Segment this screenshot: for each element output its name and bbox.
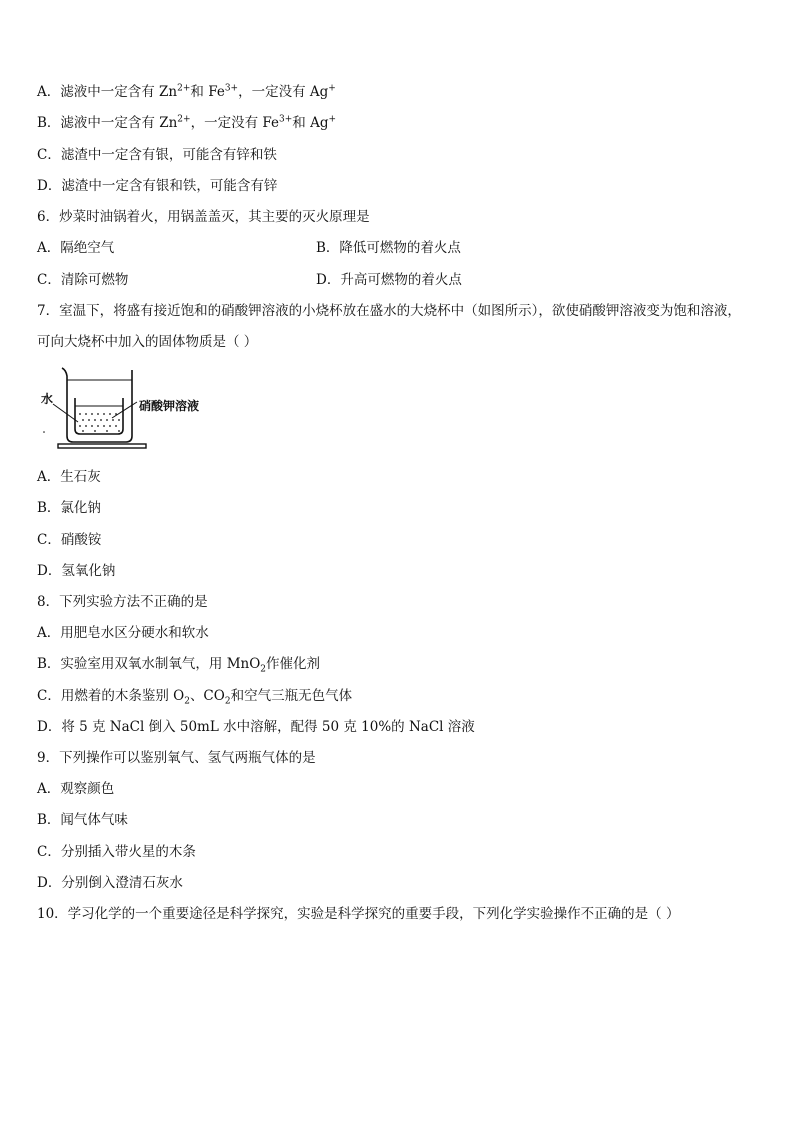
q8-b-sub: 2 — [260, 664, 267, 675]
q9-option-b: B．闻气体气味 — [37, 812, 128, 828]
q7-option-a: A．生石灰 — [37, 469, 101, 485]
q7-option-b: B．氯化钠 — [37, 500, 101, 516]
base-plate — [58, 444, 146, 448]
q8-c-sub-1: 2 — [184, 696, 190, 707]
q9-option-c: C．分别插入带火星的木条 — [37, 844, 196, 860]
stray-mark — [43, 431, 45, 433]
q5-a-text-3: ，一定没有 Ag — [238, 84, 329, 100]
q5-b-text-2: ，一定没有 Fe — [190, 115, 279, 131]
q8-b-text-1: B．实验室用双氧水制氧气，用 MnO — [37, 656, 261, 672]
q5-a-text-1: A．滤液中一定含有 Zn — [37, 84, 178, 100]
q5-b-text-1: B．滤液中一定含有 Zn — [37, 115, 178, 131]
q8-c-text-1: C．用燃着的木条鉴别 O — [37, 688, 185, 704]
q8-option-b — [37, 655, 320, 673]
q5-b-sup-3: + — [328, 114, 337, 125]
q9-option-a: A．观察颜色 — [37, 781, 115, 797]
q5-b-sup-1: 2+ — [177, 114, 191, 125]
q6-option-d: D．升高可燃物的着火点 — [316, 272, 462, 288]
q8-c-text-2: 、CO — [189, 688, 225, 704]
q7-stem-line-2: 可向大烧杯中加入的固体物质是（ ） — [37, 334, 258, 350]
q9-stem: 9．下列操作可以鉴别氧气、氢气两瓶气体的是 — [37, 750, 316, 766]
q6-stem: 6．炒菜时油锅着火，用锅盖盖灭，其主要的灭火原理是 — [37, 209, 370, 225]
q8-option-d: D．将 5 克 NaCl 倒入 50mL 水中溶解，配得 50 克 10%的 NaCl 溶液 — [37, 719, 475, 735]
q6-option-c: C．清除可燃物 — [37, 272, 129, 288]
q5-option-a — [37, 83, 336, 101]
q8-b-text-2: 作催化剂 — [266, 656, 321, 672]
q5-a-sup-1: 2+ — [177, 83, 191, 94]
q8-c-text-3: 和空气三瓶无色气体 — [230, 688, 353, 704]
large-beaker — [62, 368, 132, 442]
q8-option-a: A．用肥皂水区分硬水和软水 — [37, 625, 209, 641]
q5-option-d: D．滤渣中一定含有银和铁，可能含有锌 — [37, 178, 278, 194]
q9-option-d: D．分别倒入澄清石灰水 — [37, 875, 183, 891]
q6-option-a: A．隔绝空气 — [37, 240, 115, 256]
q5-option-c: C．滤渣中一定含有银，可能含有锌和铁 — [37, 147, 277, 163]
q7-option-c: C．硝酸铵 — [37, 532, 102, 548]
q5-a-text-2: 和 Fe — [190, 84, 225, 100]
q8-stem: 8．下列实验方法不正确的是 — [37, 594, 208, 610]
q7-option-d: D．氢氧化钠 — [37, 563, 116, 579]
q10-stem: 10．学习化学的一个重要途径是科学探究，实验是科学探究的重要手段，下列化学实验操作不正确的是（ ） — [37, 906, 680, 922]
q7-stem-line-1: 7．室温下，将盛有接近饱和的硝酸钾溶液的小烧杯放在盛水的大烧杯中（如图所示），欲使硝酸钾溶液变为饱和溶液， — [37, 303, 741, 319]
beaker-diagram — [40, 362, 220, 456]
solution-dots — [79, 413, 120, 432]
q8-c-sub-2: 2 — [224, 696, 231, 707]
q8-option-c — [37, 687, 352, 705]
solution-leader-line — [112, 402, 137, 418]
q5-a-sup-3: + — [328, 83, 336, 94]
q5-b-sup-2: 3+ — [279, 114, 293, 125]
q5-option-b — [37, 114, 336, 132]
label-water: 水 — [41, 392, 54, 406]
beaker-diagram-svg — [40, 362, 220, 456]
q6-option-b: B．降低可燃物的着火点 — [316, 240, 461, 256]
q5-a-sup-2: 3+ — [224, 83, 239, 94]
q5-b-text-3: 和 Ag — [292, 115, 329, 131]
label-solution: 硝酸钾溶液 — [139, 399, 200, 413]
